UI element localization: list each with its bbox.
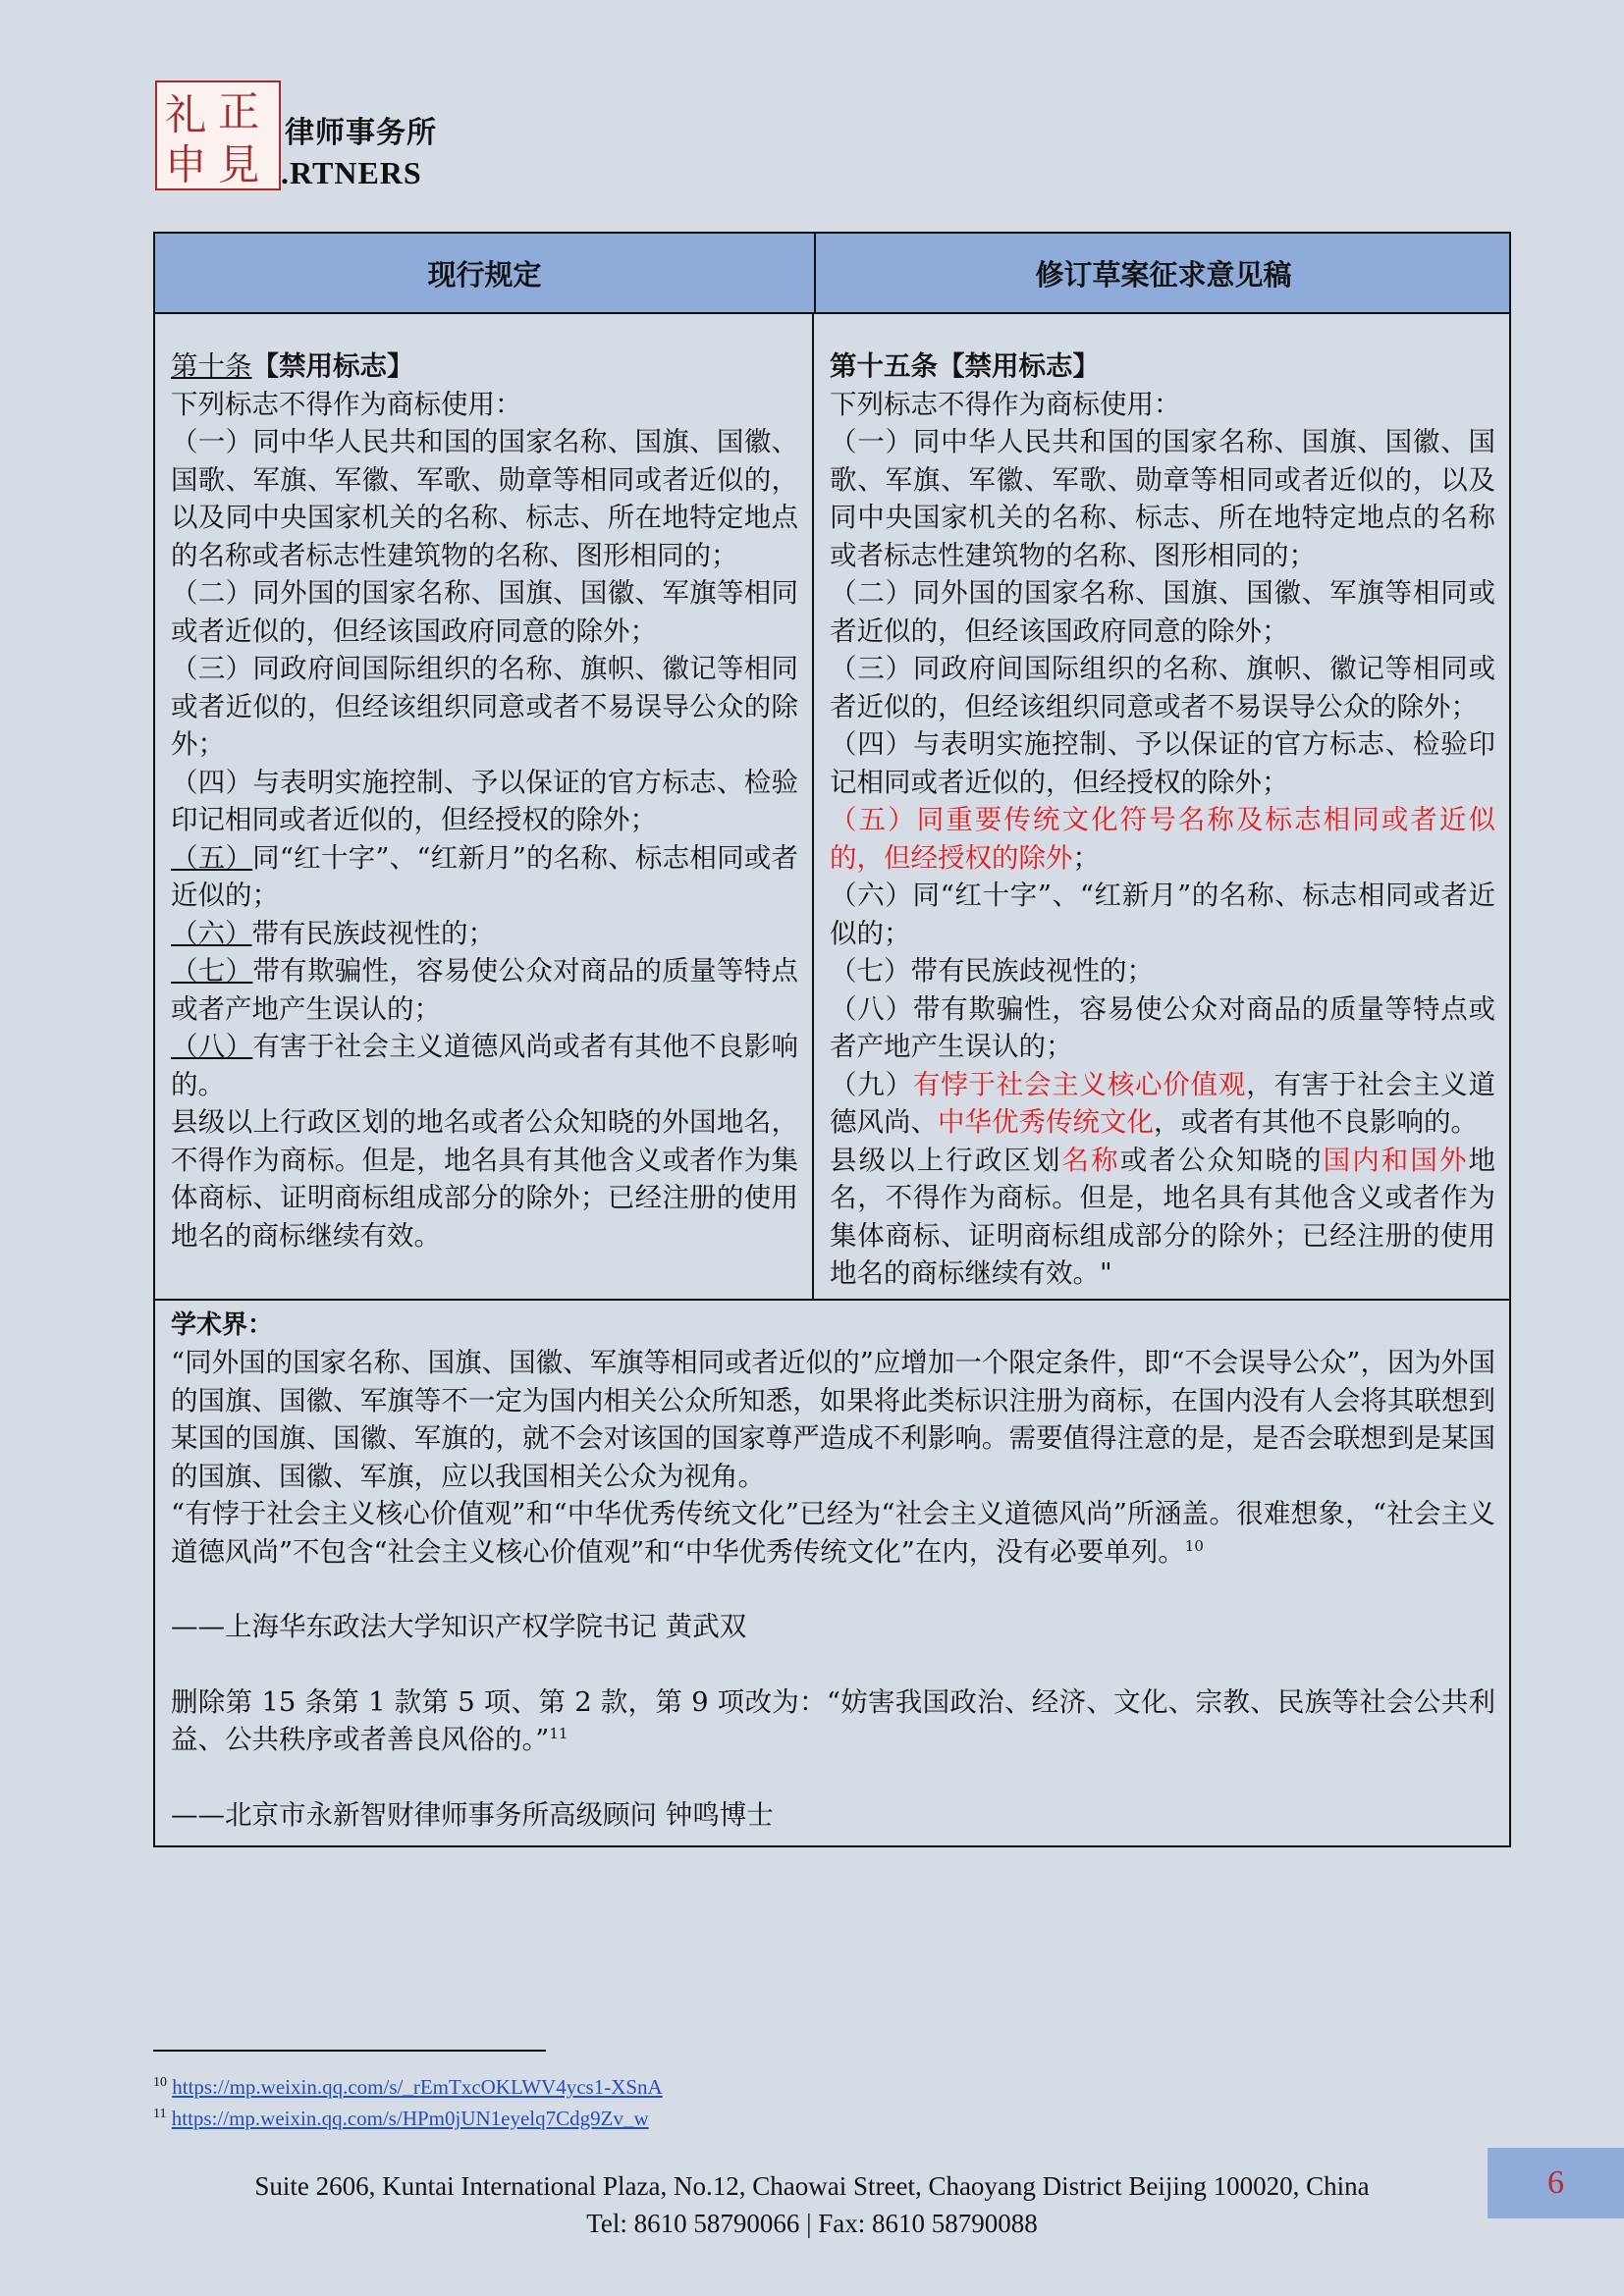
draft-paragraph-2-new-2: 国内和国外 xyxy=(1323,1144,1469,1176)
seal-glyphs xyxy=(157,82,279,188)
clause-6 xyxy=(171,915,798,953)
draft-clause-5-tail: ； xyxy=(1072,841,1100,874)
comment-attribution-2: ——北京市永新智财律师事务所高级顾问 钟鸣博士 xyxy=(171,1798,774,1831)
paragraph-2: 县级以上行政区划的地名或者公众知晓的外国地名，不得作为商标。但是，地名具有其他含义或者作为集体商标、证明商标组成部分的除外；已经注册的使用地名的商标继续有效。 xyxy=(171,1106,798,1252)
draft-clause-1: （一）同中华人民共和国的国家名称、国旗、国徽、国歌、军旗、军徽、军歌、勋章等相同或者近似的，以及同中央国家机关的名称、标志、所在地特定地点的名称或者标志性建筑物的名称、图形相同的； xyxy=(830,426,1495,571)
draft-provision-cell xyxy=(814,314,1509,1299)
comments-heading: 学术界： xyxy=(171,1309,274,1340)
clause-5-text: 同“红十字”、“红新月”的名称、标志相同或者近似的； xyxy=(171,841,799,911)
comment-paragraph-3 xyxy=(171,1683,1495,1759)
clause-8-text: 有害于社会主义道德风尚或者有其他不良影响的。 xyxy=(171,1031,799,1100)
clause-7-number: （七） xyxy=(171,955,253,987)
comparison-table xyxy=(153,232,1511,1847)
draft-clause-9-new-text-1: 有悖于社会主义核心价值观 xyxy=(912,1068,1247,1100)
seal-glyph-1: 礼 xyxy=(165,92,207,141)
draft-paragraph-2-c: 地名，不得作为商标。但是，地名具有其他含义或者作为集体商标、证明商标组成部分的除外；已经注册的使用地名的商标继续有效。" xyxy=(830,1144,1496,1289)
draft-clause-9-number: （九） xyxy=(830,1068,913,1100)
article-number: 第十条 xyxy=(171,350,252,382)
clause-2: （二）同外国的国家名称、国旗、国徽、军旗等相同或者近似的，但经该国政府同意的除外； xyxy=(171,577,798,647)
seal-glyph-3: 申 xyxy=(165,141,207,188)
draft-clause-5-new-text: （五）同重要传统文化符号名称及标志相同或者近似的，但经授权的除外 xyxy=(830,804,1495,874)
footnote-10-link[interactable]: https://mp.weixin.qq.com/s/_rEmTxcOKLWV4ycs1-XSnA xyxy=(172,2075,663,2099)
draft-paragraph-2 xyxy=(830,1142,1495,1293)
clause-1: （一）同中华人民共和国的国家名称、国旗、国徽、国歌、军旗、军徽、军歌、勋章等相同或者近似的，以及同中央国家机关的名称、标志、所在地特定地点的名称或者标志性建筑物的名称、图形相同的； xyxy=(171,426,798,571)
seal-glyph-2: 正 xyxy=(218,88,260,137)
article-label: 【禁用标志】 xyxy=(251,350,414,382)
footer-contact: Tel: 8610 58790066 | Fax: 8610 58790088 xyxy=(586,2209,1038,2238)
comment-paragraph-2 xyxy=(171,1495,1495,1571)
comment-paragraph-3-text: 删除第 15 条第 1 款第 5 项、第 2 款，第 9 项改为：“妨害我国政治、经济、文化、宗教、民族等社会公共利益、公共秩序或者善良风俗的。” xyxy=(171,1685,1495,1755)
column-header-draft: 修订草案征求意见稿 xyxy=(1035,257,1292,292)
draft-clause-9-new-text-2: 中华优秀传统文化 xyxy=(938,1106,1154,1138)
clause-8 xyxy=(171,1028,798,1103)
draft-clause-7: （七）带有民族歧视性的； xyxy=(830,955,1154,987)
footnote-separator xyxy=(153,2050,546,2052)
seal-logo-image xyxy=(155,80,281,190)
footnote-ref-10[interactable]: 10 xyxy=(1184,1536,1204,1555)
clause-6-number: （六） xyxy=(171,917,252,949)
draft-clause-8: （八）带有欺骗性，容易使公众对商品的质量等特点或者产地产生误认的； xyxy=(830,992,1495,1062)
draft-article-title: 第十五条【禁用标志】 xyxy=(830,350,1100,382)
comment-paragraph-2-text: “有悖于社会主义核心价值观”和“中华优秀传统文化”已经为“社会主义道德风尚”所涵盖。很难想象，“社会主义道德风尚”不包含“社会主义核心价值观”和“中华优秀传统文化”在内，没有必要单列。 xyxy=(171,1498,1495,1568)
clause-8-number: （八） xyxy=(171,1031,253,1062)
page-number: 6 xyxy=(1547,2164,1564,2201)
draft-paragraph-2-a: 县级以上行政区划 xyxy=(830,1144,1062,1176)
column-header-current: 现行规定 xyxy=(155,234,816,312)
draft-clause-6: （六）同“红十字”、“红新月”的名称、标志相同或者近似的； xyxy=(830,880,1495,949)
clause-7-text: 带有欺骗性，容易使公众对商品的质量等特点或者产地产生误认的； xyxy=(171,955,799,1025)
draft-clause-4: （四）与表明实施控制、予以保证的官方标志、检验印记相同或者近似的，但经授权的除外； xyxy=(830,728,1495,798)
seal-glyph-4: 見 xyxy=(218,141,260,188)
footnotes xyxy=(153,2071,663,2134)
footnote-10 xyxy=(153,2071,663,2103)
footer-address-block xyxy=(0,2167,1624,2242)
table-body-row xyxy=(155,314,1509,1301)
clause-3: （三）同政府间国际组织的名称、旗帜、徽记等相同或者近似的，但经该组织同意或者不易误导公众的除外； xyxy=(171,653,798,760)
draft-clause-3: （三）同政府间国际组织的名称、旗帜、徽记等相同或者近似的，但经该组织同意或者不易误导公众的除外； xyxy=(830,653,1495,722)
article-title xyxy=(171,347,798,386)
footnote-10-number: 10 xyxy=(153,2075,167,2090)
draft-clause-9-text-b: ，有害于社会主义道德风尚、 xyxy=(830,1068,1496,1138)
draft-article-intro: 下列标志不得作为商标使用： xyxy=(830,388,1181,420)
comment-paragraph-1: “同外国的国家名称、国旗、国徽、军旗等相同或者近似的”应增加一个限定条件，即“不会误导公众”，因为外国的国旗、国徽、军旗等不一定为国内相关公众所知悉，如果将此类标识注册为商标，在国内没有人会将其联想到某国的国旗、国徽、军旗的，就不会对该国的国家尊严造成不利影响。需要值得注意的是，是否会联想到是某国的国旗、国徽、军旗，应以我国相关公众为视角。 xyxy=(171,1347,1495,1492)
footnote-11-link[interactable]: https://mp.weixin.qq.com/s/HPm0jUN1eyelq7Cdg9Zv_w xyxy=(171,2107,649,2130)
draft-clause-5 xyxy=(830,801,1495,877)
draft-paragraph-2-b: 或者公众知晓的 xyxy=(1119,1144,1324,1176)
footnote-11 xyxy=(153,2103,663,2134)
draft-clause-9 xyxy=(830,1066,1495,1142)
firm-logo xyxy=(155,79,489,194)
footer-address: Suite 2606, Kuntai International Plaza, No.12, Chaowai Street, Chaoyang District Beijing 100020, China xyxy=(254,2171,1370,2201)
academic-comments-cell xyxy=(155,1301,1509,1846)
current-provision-cell xyxy=(155,314,814,1299)
clause-5-number: （五） xyxy=(171,841,253,874)
clause-6-text: 带有民族歧视性的； xyxy=(251,917,495,949)
table-header-row xyxy=(155,234,1509,314)
clause-5 xyxy=(171,839,798,915)
draft-clause-2: （二）同外国的国家名称、国旗、国徽、军旗等相同或者近似的，但经该国政府同意的除外； xyxy=(830,577,1495,647)
draft-paragraph-2-new-1: 名称 xyxy=(1061,1144,1120,1176)
page-number-box xyxy=(1488,2148,1624,2218)
logo-chinese-name: 律师事务所 xyxy=(285,116,437,150)
article-intro: 下列标志不得作为商标使用： xyxy=(171,388,522,420)
draft-clause-9-text-c: ，或者有其他不良影响的。 xyxy=(1154,1106,1478,1138)
clause-4: （四）与表明实施控制、予以保证的官方标志、检验印记相同或者近似的，但经授权的除外； xyxy=(171,766,798,835)
footnote-11-number: 11 xyxy=(153,2107,167,2121)
clause-7 xyxy=(171,952,798,1028)
comment-attribution-1: ——上海华东政法大学知识产权学院书记 黄武双 xyxy=(171,1611,747,1642)
footnote-ref-11[interactable]: 11 xyxy=(549,1724,568,1742)
logo-english-name: .RTNERS xyxy=(281,155,422,190)
